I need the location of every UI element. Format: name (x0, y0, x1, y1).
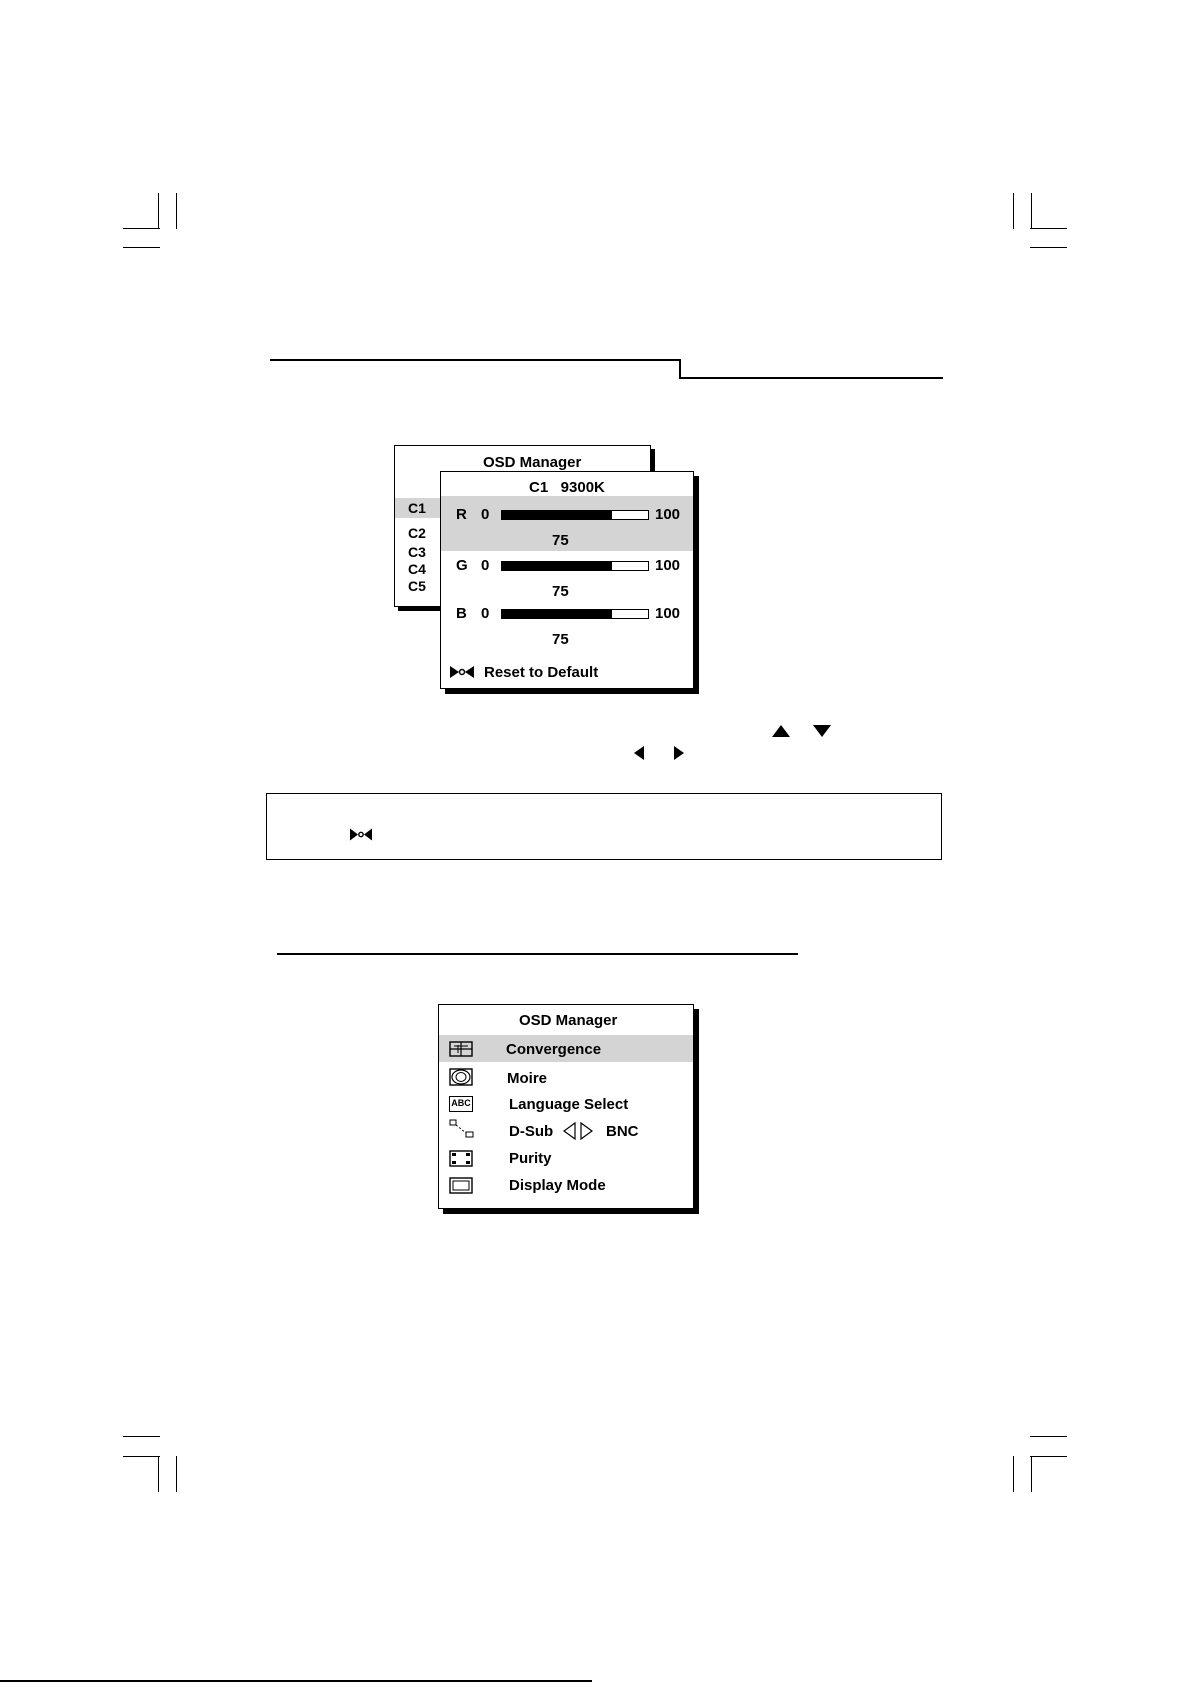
osd-main-menu (438, 1004, 694, 1209)
menu-item-convergence[interactable]: Convergence (506, 1041, 602, 1058)
convergence-icon (449, 1041, 473, 1057)
crop-mark (1030, 1436, 1067, 1437)
channel-b-value: 75 (552, 631, 569, 648)
down-arrow-icon (813, 725, 831, 737)
crop-mark (123, 1436, 160, 1437)
preset-item-c4[interactable]: C4 (408, 561, 426, 577)
up-arrow-icon (772, 725, 790, 737)
crop-mark (158, 193, 159, 229)
dsub-bnc-icon (449, 1119, 475, 1139)
crop-mark (1013, 1456, 1014, 1492)
right-outline-arrow-icon (580, 1122, 593, 1140)
channel-g-min: 0 (481, 557, 490, 574)
channel-b-min: 0 (481, 605, 490, 622)
moire-icon (449, 1068, 473, 1086)
menu-item-moire[interactable]: Moire (507, 1070, 548, 1087)
menu-item-bnc[interactable]: BNC (606, 1123, 639, 1140)
abc-icon: ABC (449, 1096, 473, 1112)
preset-item-c5[interactable]: C5 (408, 578, 426, 594)
right-arrow-icon (674, 746, 684, 760)
menu-item-dsub[interactable]: D-Sub (509, 1123, 554, 1140)
crop-mark (1030, 1456, 1067, 1457)
note-box (266, 793, 942, 860)
preset-item-c2[interactable]: C2 (408, 525, 426, 541)
crop-mark (176, 1456, 177, 1492)
channel-b-slider[interactable] (501, 609, 649, 619)
crop-mark (1030, 228, 1067, 229)
crop-mark (123, 228, 160, 229)
crop-mark (123, 1456, 160, 1457)
channel-g-max: 100 (655, 557, 681, 574)
osd-back-title: OSD Manager (483, 454, 582, 471)
channel-g-fill (502, 562, 612, 570)
channel-r-value: 75 (552, 532, 569, 549)
channel-r-fill (502, 511, 612, 519)
purity-icon (449, 1150, 473, 1167)
crop-mark (1013, 193, 1014, 229)
header-rule-step (679, 359, 681, 378)
menu-item-display-mode[interactable]: Display Mode (509, 1177, 606, 1194)
crop-mark (123, 247, 160, 248)
channel-g-slider[interactable] (501, 561, 649, 571)
menu-item-language-select[interactable]: Language Select (509, 1096, 629, 1113)
crop-mark (1030, 247, 1067, 248)
menu-item-purity[interactable]: Purity (509, 1150, 552, 1167)
osd-color-panel (440, 471, 694, 689)
crop-mark (176, 193, 177, 229)
crop-mark (1031, 1456, 1032, 1492)
channel-r-min: 0 (481, 506, 490, 523)
menu-title: OSD Manager (519, 1012, 618, 1029)
channel-r-max: 100 (655, 506, 681, 523)
channel-g-value: 75 (552, 583, 569, 600)
footer-rule (0, 1680, 592, 1682)
preset-item-c1[interactable]: C1 (408, 500, 426, 516)
channel-r-label: R (456, 506, 467, 523)
color-panel-header: C1 9300K (529, 479, 605, 496)
header-rule-right (679, 377, 943, 379)
crop-mark (158, 1456, 159, 1492)
bowtie-icon (349, 828, 373, 841)
preset-item-c3[interactable]: C3 (408, 544, 426, 560)
channel-b-label: B (456, 605, 467, 622)
display-mode-icon (449, 1177, 473, 1194)
header-rule-left (270, 359, 680, 361)
channel-r-slider[interactable] (501, 510, 649, 520)
bowtie-icon (449, 665, 475, 679)
crop-mark (1031, 193, 1032, 229)
channel-b-max: 100 (655, 605, 681, 622)
left-arrow-icon (634, 746, 644, 760)
channel-g-label: G (456, 557, 468, 574)
left-outline-arrow-icon (563, 1122, 576, 1140)
reset-to-default-button[interactable]: Reset to Default (484, 664, 599, 681)
channel-b-fill (502, 610, 612, 618)
section-rule (277, 953, 798, 955)
